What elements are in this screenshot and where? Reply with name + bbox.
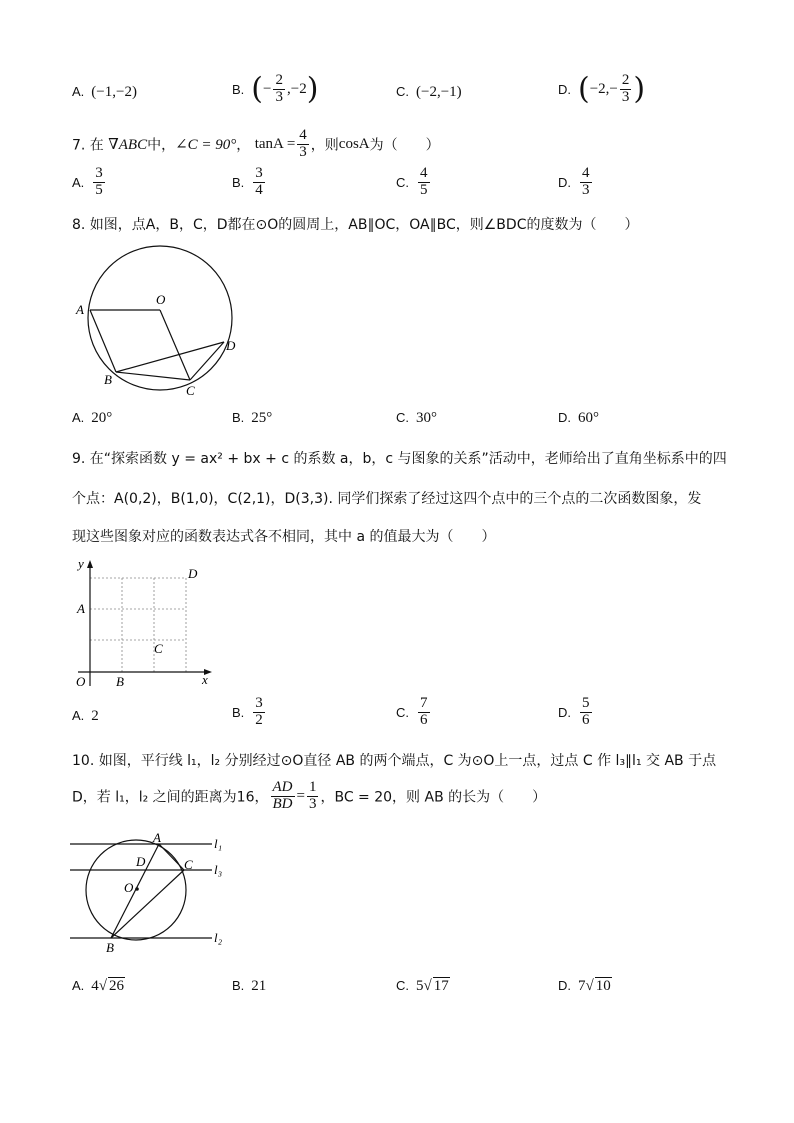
q9-figure [70,556,220,692]
q9-label-b: B [116,674,124,689]
q8-option-a: A. 20° [72,410,113,426]
q10-label-b: B [106,940,114,955]
q9-stem-line-2: 个点：A(0,2)，B(1,0)，C(2,1)，D(3,3). 同学们探索了经过这四个点中的三个点的二次函数图象，发 [72,491,702,507]
q7-option-a: A. $\frac{3}{5}$ [72,165,103,198]
q9-option-a: A. 2 [72,708,99,724]
q10-label-l1: l₁ [214,836,223,851]
q8-stem: 8. 如图，点A，B，C，D都在⊙O的圆周上，AB∥OC，OA∥BC，则∠BDC的度数为（ ） [72,217,639,233]
q8-option-b: B. 25° [232,410,273,426]
q9-option-b: B. $\frac{3}{2}$ [232,695,263,728]
q6-option-c: C. (−2,−1) [396,84,462,100]
q8-option-d: D. 60° [558,410,599,426]
q10-label-o: O [124,880,134,895]
q10-option-d: D. 7√ 10 [558,978,611,994]
q9-option-c: C. $\frac{7}{6}$ [396,695,428,728]
q9-option-d: D. $\frac{5}{6}$ [558,695,590,728]
q9-stem-line-1: 9. 在“探索函数 y = ax² + bx + c 的系数 a，b，c 与图象的关系”活动中，老师给出了直角坐标系中的四 [72,451,727,467]
q8-label-d: D [226,338,236,353]
q7-option-b: B. $\frac{3}{4}$ [232,165,263,198]
q9-label-x: x [202,672,208,687]
q7-option-d: D. $\frac{4}{3}$ [558,165,590,198]
q9-label-a: A [77,601,85,616]
q10-label-a: A [153,830,161,845]
q9-label-d: D [188,566,198,581]
q8-label-b: B [104,372,112,387]
q9-stem-line-3: 现这些图象对应的函数表达式各不相同，其中 a 的值最大为（ ） [72,529,496,545]
q8-label-o: O [156,292,166,307]
q9-label-c: C [154,641,163,656]
q10-option-c: C. 5√ 17 [396,978,449,994]
q9-label-o: O [76,674,86,689]
q7-option-c: C. $\frac{4}{5}$ [396,165,428,198]
q10-option-a: A. 4√ 26 [72,978,125,994]
q10-figure [66,828,236,958]
q7-stem: 7. 在 ∇ABC中，∠C = 90°， tanA = $\frac{4}{3}$ ，则cosA为（ ） [72,127,440,160]
q8-figure [70,232,250,402]
q6-option-d: D. (−2,− $\frac{2}{3}$ ) [558,71,646,107]
q8-circle [88,246,232,390]
q10-stem-line-1: 10. 如图，平行线 l₁，l₂ 分别经过⊙O直径 AB 的两个端点，C 为⊙O上一点，过点 C 作 l₃∥l₁ 交 AB 于点 [72,753,717,769]
q10-label-l2: l₂ [214,930,223,945]
q10-label-c: C [184,857,193,872]
q10-option-b: B. 21 [232,978,267,994]
q10-stem-line-2: D，若 l₁，l₂ 之间的距离为16， $\frac{AD}{BD}$ = $\frac{1}{3}$ ，BC = 20，则 AB 的长为（ ） [72,779,547,812]
q10-label-d: D [136,854,146,869]
q6-option-a: A. (−1,−2) [72,84,137,100]
q10-label-l3: l₃ [214,862,223,877]
q9-label-y: y [78,556,84,571]
q6-option-b: B. (− $\frac{2}{3}$ ,−2) [232,71,319,107]
q8-label-a: A [76,302,84,317]
q8-label-c: C [186,383,195,398]
q8-option-c: C. 30° [396,410,437,426]
